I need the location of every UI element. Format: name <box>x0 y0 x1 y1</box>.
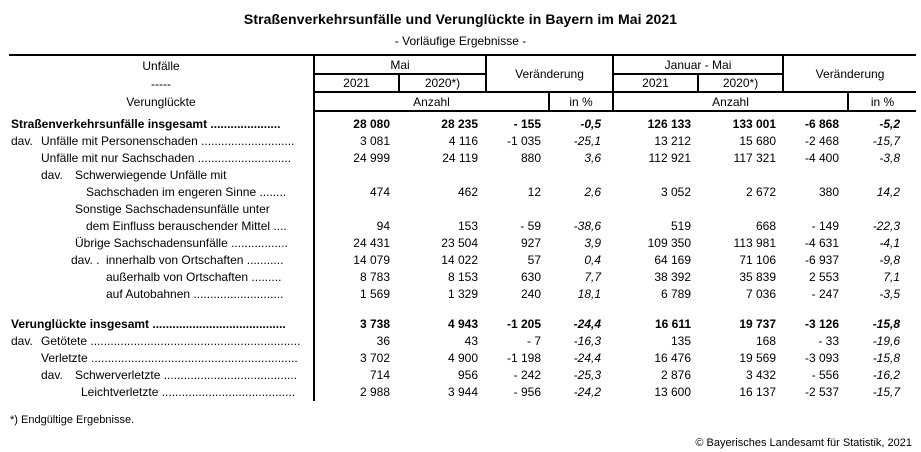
table-header <box>9 55 916 111</box>
value-cell: 19 569 <box>739 351 777 365</box>
value-cell: 133 001 <box>732 117 777 131</box>
row-label <box>9 252 314 269</box>
table-row <box>9 252 916 269</box>
row-label-text: außerhalb von Ortschaften ......... <box>106 270 282 284</box>
value-cell: 3 432 <box>746 368 777 382</box>
row-label <box>9 350 314 367</box>
value-cell: 14 022 <box>441 253 478 267</box>
row-label-text: Leichtverletzte ........................................ <box>81 385 296 399</box>
row-label-text: innerhalb von Ortschaften ........... <box>106 253 284 267</box>
table-row <box>9 218 916 235</box>
value-cell: 1 329 <box>447 287 478 301</box>
value-cell: 3 052 <box>660 185 692 199</box>
value-cell: 36 <box>376 334 390 348</box>
row-label <box>9 218 314 235</box>
value-cell: 24 119 <box>442 151 478 165</box>
value-cell: 3,9 <box>584 236 602 250</box>
value-cell: 7,1 <box>883 270 901 284</box>
value-cell: 35 839 <box>739 270 777 284</box>
value-cell: 714 <box>369 368 390 382</box>
value-cell: 2 876 <box>660 368 692 382</box>
value-cell: - 155 <box>513 117 541 131</box>
column-header-anzahl-januar-mai: Anzahl <box>613 92 848 111</box>
value-cell: 2 553 <box>809 270 840 284</box>
value-cell: 38 392 <box>654 270 692 284</box>
value-cell: -24,2 <box>573 385 602 399</box>
row-label-text: dem Einfluss berauschender Mittel .... <box>86 219 287 233</box>
row-label <box>9 111 314 133</box>
value-cell: 240 <box>520 287 541 301</box>
value-cell: 43 <box>464 334 478 348</box>
value-cell: -6 937 <box>805 253 840 267</box>
value-cell: 3 702 <box>359 351 390 365</box>
value-cell: - 149 <box>811 219 840 233</box>
table-row <box>9 269 916 286</box>
value-cell: - 33 <box>818 334 840 348</box>
row-label-text: Getötete ............................................................... <box>41 334 301 348</box>
row-label-text: auf Autobahnen ........................... <box>106 287 284 301</box>
row-label-text: Unfälle mit Personenschaden ............................ <box>41 134 295 148</box>
row-label <box>9 184 314 201</box>
row-label <box>9 384 314 401</box>
value-cell: 13 212 <box>654 134 692 148</box>
table-row <box>9 184 916 201</box>
row-label-text: Schwerwiegende Unfälle mit <box>75 168 227 182</box>
value-cell: 28 235 <box>441 117 478 131</box>
value-cell: 2,6 <box>584 185 602 199</box>
row-label <box>9 133 314 150</box>
value-cell: 16 476 <box>654 351 692 365</box>
value-cell: -3 126 <box>805 317 840 331</box>
value-cell: -15,7 <box>872 134 901 148</box>
value-cell: 19 737 <box>739 317 777 331</box>
value-cell: 4 943 <box>447 317 478 331</box>
value-cell: -2 537 <box>805 385 840 399</box>
value-cell: 0,4 <box>584 253 602 267</box>
page-subtitle: - Vorläufige Ergebnisse - <box>394 34 527 48</box>
spacer-row <box>9 303 916 316</box>
value-cell: 630 <box>520 270 541 284</box>
column-header-anzahl-mai: Anzahl <box>314 92 549 111</box>
value-cell: 1 569 <box>359 287 390 301</box>
row-label <box>9 235 314 252</box>
value-cell: 927 <box>520 236 541 250</box>
value-cell: -1 205 <box>506 317 541 331</box>
row-label-prefix: dav. <box>11 334 33 348</box>
value-cell: 2 672 <box>746 185 777 199</box>
page-title: Straßenverkehrsunfälle und Verunglückte in Bayern im Mai 2021 <box>243 11 678 27</box>
table-row <box>9 384 916 401</box>
value-cell: 7 036 <box>746 287 777 301</box>
value-cell: 57 <box>527 253 541 267</box>
value-cell: 126 133 <box>647 117 692 131</box>
value-cell: -3,8 <box>879 151 901 165</box>
row-label <box>9 201 314 218</box>
value-cell: -4 631 <box>805 236 840 250</box>
value-cell: 8 153 <box>447 270 478 284</box>
column-header-percent-januar-mai: in % <box>848 92 916 111</box>
value-cell: 15 680 <box>739 134 777 148</box>
row-label <box>9 333 314 350</box>
column-header-2021-mai: 2021 <box>314 74 399 92</box>
value-cell: 135 <box>670 334 692 348</box>
value-cell: 474 <box>369 185 390 199</box>
value-cell: -4 400 <box>805 151 840 165</box>
stats-table <box>9 54 916 401</box>
value-cell: -1 198 <box>506 351 541 365</box>
row-label <box>9 286 314 303</box>
column-group-change-mai: Veränderung <box>486 55 613 92</box>
value-cell: -16,3 <box>573 334 602 348</box>
value-cell: -16,2 <box>872 368 901 382</box>
value-cell: 16 611 <box>654 317 692 331</box>
value-cell: -9,8 <box>879 253 901 267</box>
value-cell: - 956 <box>513 385 541 399</box>
value-cell: -19,6 <box>872 334 901 348</box>
value-cell: 4 900 <box>447 351 478 365</box>
row-label <box>9 367 314 384</box>
value-cell: - 59 <box>520 219 541 233</box>
row-label-text: Verunglückte insgesamt ........................................ <box>11 317 286 331</box>
table-row <box>9 167 916 184</box>
value-cell: -4,1 <box>879 236 901 250</box>
value-cell: 13 600 <box>654 385 692 399</box>
column-header-2020-januar-mai: 2020*) <box>698 74 783 92</box>
value-cell: -2 468 <box>805 134 840 148</box>
value-cell: 14,2 <box>876 185 901 199</box>
table-row <box>9 111 916 133</box>
value-cell: 112 921 <box>648 151 692 165</box>
header-label-verungleuckte: Verunglückte <box>126 94 196 109</box>
header-label-separator: ----- <box>151 76 171 91</box>
value-cell: -24,4 <box>573 351 602 365</box>
value-cell: -15,7 <box>872 385 901 399</box>
value-cell: 8 783 <box>359 270 390 284</box>
value-cell: -3 093 <box>805 351 840 365</box>
copyright-notice: © Bayerisches Landesamt für Statistik, 2021 <box>695 437 912 449</box>
footnote: *) Endgültige Ergebnisse. <box>10 414 135 426</box>
value-cell: 71 106 <box>739 253 777 267</box>
value-cell: 3 944 <box>447 385 478 399</box>
column-group-mai: Mai <box>314 55 486 74</box>
value-cell: 28 080 <box>353 117 390 131</box>
row-label-text: Schwerverletzte ........................................ <box>75 368 298 382</box>
value-cell: 16 137 <box>739 385 777 399</box>
value-cell: -15,8 <box>872 351 901 365</box>
row-label-text: Verletzte .............................................................. <box>41 351 298 365</box>
row-label-prefix: dav. <box>41 368 63 382</box>
value-cell: 3,6 <box>584 151 602 165</box>
column-header-percent-mai: in % <box>549 92 613 111</box>
table-row <box>9 350 916 367</box>
value-cell: 168 <box>756 334 777 348</box>
row-label-text: Sonstige Sachschadensunfälle unter <box>75 202 270 216</box>
value-cell: -0,5 <box>580 117 602 131</box>
column-group-januar-mai: Januar - Mai <box>613 55 783 74</box>
row-label <box>9 269 314 286</box>
row-label <box>9 167 314 184</box>
value-cell: 3 081 <box>359 134 390 148</box>
column-header-2021-januar-mai: 2021 <box>613 74 698 92</box>
value-cell: 380 <box>819 185 840 199</box>
value-cell: - 247 <box>811 287 840 301</box>
value-cell: -3,5 <box>879 287 901 301</box>
value-cell: -25,3 <box>573 368 602 382</box>
table-body <box>9 111 916 401</box>
value-cell: -25,1 <box>573 134 602 148</box>
value-cell: 12 <box>527 185 541 199</box>
value-cell: 113 981 <box>733 236 777 250</box>
value-cell: 6 789 <box>660 287 692 301</box>
row-label-text: Straßenverkehrsunfälle insgesamt ..................... <box>11 117 281 131</box>
value-cell: 153 <box>457 219 478 233</box>
value-cell: 14 079 <box>353 253 390 267</box>
value-cell: 880 <box>520 151 541 165</box>
value-cell: -6 868 <box>805 117 840 131</box>
value-cell: 64 169 <box>654 253 692 267</box>
table-row <box>9 286 916 303</box>
value-cell: 668 <box>756 219 777 233</box>
value-cell: - 242 <box>513 368 541 382</box>
value-cell: 24 431 <box>353 236 390 250</box>
value-cell: 23 504 <box>441 236 478 250</box>
value-cell: 519 <box>670 219 692 233</box>
value-cell: - 556 <box>811 368 840 382</box>
value-cell: -38,6 <box>573 219 602 233</box>
table-row <box>9 367 916 384</box>
value-cell: 3 738 <box>359 317 390 331</box>
value-cell: - 7 <box>526 334 541 348</box>
value-cell: 117 321 <box>733 151 777 165</box>
table-row <box>9 235 916 252</box>
table-row <box>9 201 916 218</box>
table-row <box>9 150 916 167</box>
value-cell: 18,1 <box>577 287 602 301</box>
table-row <box>9 316 916 333</box>
value-cell: 24 999 <box>353 151 390 165</box>
row-label-text: Sachschaden im engeren Sinne ........ <box>86 185 287 199</box>
value-cell: 462 <box>457 185 478 199</box>
row-label-prefix: dav. <box>41 168 63 182</box>
value-cell: 94 <box>376 219 390 233</box>
row-label <box>9 316 314 333</box>
value-cell: 4 116 <box>448 134 478 148</box>
column-header-label <box>9 55 314 111</box>
row-label-text: Unfälle mit nur Sachschaden ............................ <box>41 151 292 165</box>
value-cell: -22,3 <box>872 219 901 233</box>
row-label <box>9 150 314 167</box>
value-cell: -24,4 <box>573 317 602 331</box>
row-label-prefix: dav. . <box>71 253 100 267</box>
table-row <box>9 133 916 150</box>
value-cell: 956 <box>457 368 478 382</box>
value-cell: -5,2 <box>879 117 901 131</box>
value-cell: 109 350 <box>647 236 692 250</box>
header-label-unfaelle: Unfälle <box>142 58 180 73</box>
row-label-text: Übrige Sachschadensunfälle ................. <box>75 236 288 250</box>
table-row <box>9 333 916 350</box>
column-header-2020-mai: 2020*) <box>399 74 486 92</box>
value-cell: 7,7 <box>584 270 602 284</box>
row-label-prefix: dav. <box>11 134 33 148</box>
value-cell: -1 035 <box>506 134 541 148</box>
column-group-change-januar-mai: Veränderung <box>783 55 916 92</box>
value-cell: 2 988 <box>359 385 390 399</box>
value-cell: -15,8 <box>872 317 901 331</box>
